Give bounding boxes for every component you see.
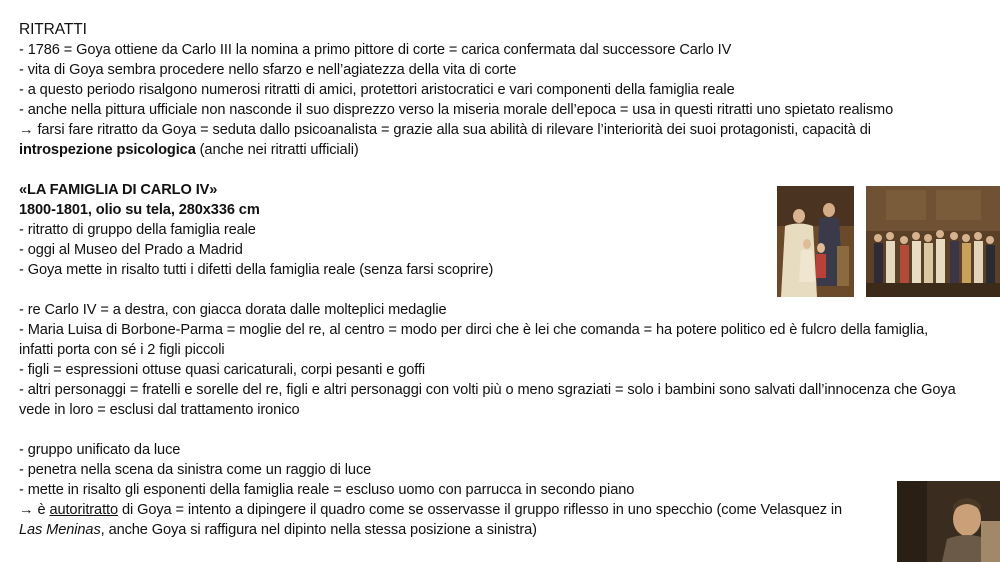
list-item: - ritratto di gruppo della famiglia reale bbox=[19, 222, 256, 238]
list-item: - mette in risalto gli esponenti della famiglia reale = escluso uomo con parrucca in secondo piano bbox=[19, 482, 635, 498]
list-item: - Maria Luisa di Borbone-Parma = moglie del re, al centro = modo per dirci che è lei che comanda = ha potere politico ed è fulcro della famiglia, infatti porta con sé i 2 figli piccoli bbox=[19, 322, 929, 358]
list-item: - gruppo unificato da luce bbox=[19, 442, 181, 458]
italic-title: Las Meninas bbox=[19, 522, 101, 538]
list-item: - penetra nella scena da sinistra come un raggio di luce bbox=[19, 462, 372, 478]
arrow-paragraph-text: di Goya = intento a dipingere il quadro come se osservasse il gruppo riflesso in uno specchio (come Velasquez in bbox=[118, 502, 843, 518]
arrow-paragraph-2 bbox=[19, 500, 979, 520]
list-item: - figli = espressioni ottuse quasi caricaturali, corpi pesanti e goffi bbox=[19, 362, 426, 378]
intro-line: - vita di Goya sembra procedere nello sfarzo e nell’agiatezza della vita di corte bbox=[19, 62, 517, 78]
arrow-paragraph-after: (anche nei ritratti ufficiali) bbox=[195, 142, 359, 158]
intro-line: - anche nella pittura ufficiale non nasconde il suo disprezzo verso la miseria morale dell’epoca = usa in questi ritratti uno spietato realismo bbox=[19, 102, 894, 118]
list-item: - Goya mette in risalto tutti i difetti della famiglia reale (senza farsi scoprire) bbox=[19, 262, 494, 278]
list-item: - altri personaggi = fratelli e sorelle del re, figli e altri personaggi con volti più o meno sgraziati = solo i bambini sono salvati dall’innocenza che Goya vede in loro = esclusi dal trattamento ironico bbox=[19, 382, 956, 418]
arrow-paragraph-1 bbox=[19, 120, 949, 160]
arrow-paragraph-text: farsi fare ritratto da Goya = seduta dallo psicoanalista = grazie alla sua abilità di rilevare l’interiorità dei suoi protagonisti, capacità di bbox=[33, 122, 871, 138]
painting-detail-image bbox=[777, 186, 854, 297]
arrow-paragraph-after: , anche Goya si raffigura nel dipinto nella stessa posizione a sinistra) bbox=[100, 522, 537, 538]
arrow-icon: → bbox=[19, 122, 34, 138]
slide-title: RITRATTI bbox=[19, 21, 87, 38]
painting-title: «LA FAMIGLIA DI CARLO IV» bbox=[19, 182, 218, 198]
painting-info: 1800-1801, olio su tela, 280x336 cm bbox=[19, 202, 260, 218]
intro-line: - 1786 = Goya ottiene da Carlo III la nomina a primo pittore di corte = carica confermata dal successore Carlo IV bbox=[19, 42, 732, 58]
intro-line: - a questo periodo risalgono numerosi ritratti di amici, protettori aristocratici e vari componenti della famiglia reale bbox=[19, 82, 735, 98]
arrow-pre: è bbox=[33, 502, 50, 518]
arrow-icon: → bbox=[19, 502, 34, 518]
underlined-term: autoritratto bbox=[49, 502, 118, 518]
list-item: - oggi al Museo del Prado a Madrid bbox=[19, 242, 243, 258]
list-item: - re Carlo IV = a destra, con giacca dorata dalle molteplici medaglie bbox=[19, 302, 447, 318]
family-painting-image bbox=[866, 186, 1000, 297]
bold-term: introspezione psicologica bbox=[19, 142, 196, 158]
self-portrait-image bbox=[897, 481, 1000, 562]
